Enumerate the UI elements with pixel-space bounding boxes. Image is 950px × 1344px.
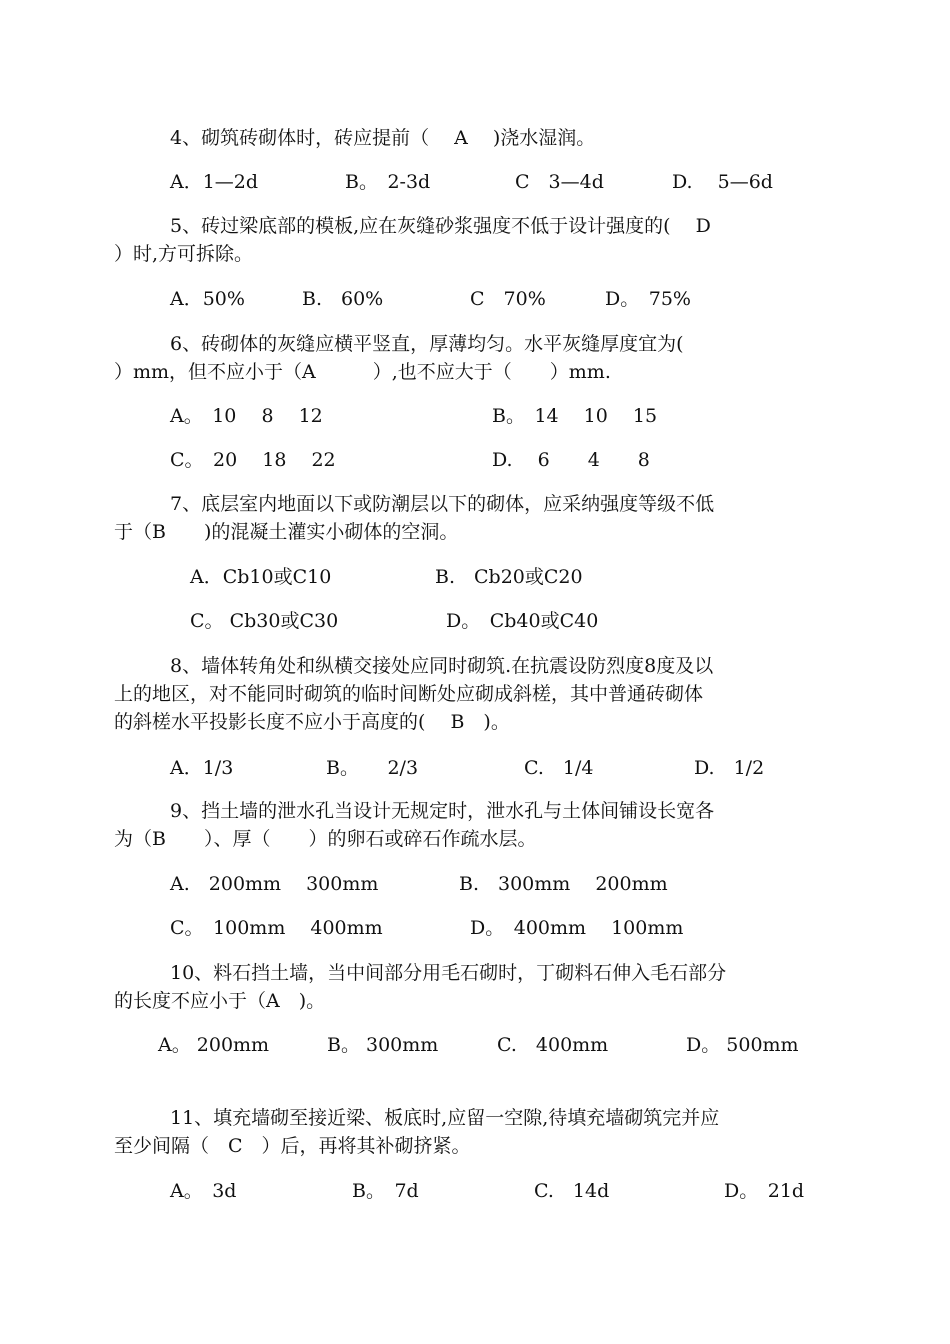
question-text: 上的地区，对不能同时砌筑的临时间断处应砌成斜槎，其中普通砖砌体: [114, 683, 704, 705]
option-b: B。 14 10 15: [492, 405, 658, 427]
question-text: 的斜槎水平投影长度不应小于高度的( B )。: [114, 711, 510, 733]
option-c: C。 20 18 22: [170, 449, 336, 471]
option-d: D。 21d: [724, 1180, 805, 1202]
option-a: A．50%: [170, 288, 245, 310]
option-b: B. 60%: [302, 288, 384, 310]
option-a: A．1—2d: [170, 171, 259, 193]
option-b: B。 7d: [352, 1180, 419, 1202]
question-text: 的长度不应小于（A )。: [114, 990, 326, 1012]
option-c: C. 14d: [534, 1180, 610, 1202]
question-text: 10、料石挡土墙，当中间部分用毛石砌时，丁砌料石伸入毛石部分: [170, 962, 727, 984]
question-text: ）mm，但不应小于（A ）,也不应大于（ ）mm.: [114, 361, 611, 383]
option-d: D。 Cb40或C40: [446, 610, 599, 632]
question-text: 至少间隔（ C ）后，再将其补砌挤紧。: [114, 1135, 471, 1157]
question-text: 9、挡土墙的泄水孔当设计无规定时，泄水孔与土体间铺设长宽各: [170, 800, 715, 822]
option-c: C. 1/4: [524, 757, 594, 779]
question-text: 6、砖砌体的灰缝应横平竖直，厚薄均匀。水平灰缝厚度宜为(: [170, 333, 684, 355]
option-b: B。 2-3d: [345, 171, 431, 193]
option-a: A。 200mm: [158, 1034, 270, 1056]
option-b: B。 2/3: [326, 757, 419, 779]
option-a: A．1/3: [170, 757, 234, 779]
question-text: 7、底层室内地面以下或防潮层以下的砌体，应采纳强度等级不低: [170, 493, 715, 515]
question-text: 11、填充墙砌至接近梁、板底时,应留一空隙,待填充墙砌筑完并应: [170, 1107, 720, 1129]
option-a: A．Cb10或C10: [190, 566, 332, 588]
option-d: D。 500mm: [686, 1034, 799, 1056]
question-text: 于（B )的混凝土灌实小砌体的空洞。: [114, 521, 459, 543]
question-text: ）时,方可拆除。: [114, 243, 254, 265]
question-text: 8、墙体转角处和纵横交接处应同时砌筑.在抗震设防烈度8度及以: [170, 655, 714, 677]
option-d: D. 1/2: [694, 757, 765, 779]
option-d: D. 6 4 8: [492, 449, 650, 471]
question-text: 5、砖过梁底部的模板,应在灰缝砂浆强度不低于设计强度的( D: [170, 215, 711, 237]
option-d: D. 5—6d: [672, 171, 773, 193]
option-b: B. 300mm 200mm: [459, 873, 668, 895]
option-c: C. 400mm: [497, 1034, 609, 1056]
option-b: B. Cb20或C20: [435, 566, 583, 588]
option-c: C 3—4d: [515, 171, 604, 193]
option-a: A。 10 8 12: [170, 405, 323, 427]
option-d: D。 400mm 100mm: [470, 917, 684, 939]
option-b: B。 300mm: [327, 1034, 439, 1056]
option-c: C。 Cb30或C30: [190, 610, 339, 632]
question-text: 为（B ）、厚（ ）的卵石或碎石作疏水层。: [114, 828, 537, 850]
option-c: C 70%: [470, 288, 546, 310]
question-text: 4、砌筑砖砌体时，砖应提前（ A )浇水湿润。: [170, 127, 596, 149]
option-c: C。 100mm 400mm: [170, 917, 383, 939]
option-a: A。 3d: [170, 1180, 237, 1202]
option-a: A. 200mm 300mm: [170, 873, 379, 895]
option-d: D。 75%: [605, 288, 691, 310]
